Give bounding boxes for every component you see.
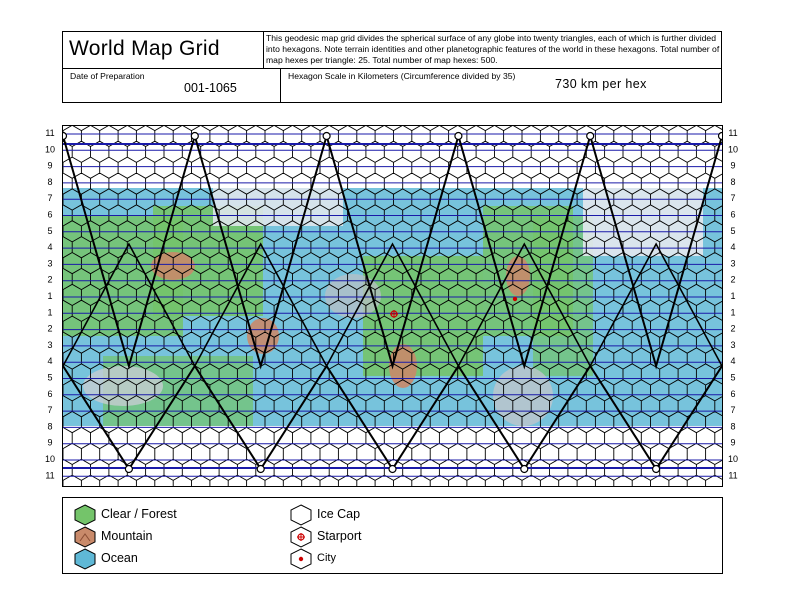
latitude-label-right: 4	[730, 356, 736, 367]
latitude-label-right: 2	[730, 274, 736, 285]
legend-label: Clear / Forest	[101, 507, 177, 521]
latitude-labels-left	[45, 128, 55, 480]
latitude-label-right: 8	[730, 421, 736, 432]
latitude-label-left: 9	[47, 437, 53, 448]
latitude-label-left: 3	[47, 258, 53, 269]
latitude-label-right: 6	[730, 209, 736, 220]
latitude-label-left: 7	[47, 193, 53, 204]
city-hex-icon	[289, 548, 313, 570]
ocean-hex-icon	[73, 548, 97, 570]
legend-panel	[62, 497, 723, 574]
latitude-label-right: 1	[730, 307, 736, 318]
latitude-label-right: 11	[728, 470, 738, 481]
date-value: 001-1065	[184, 81, 237, 95]
latitude-label-right: 5	[730, 372, 736, 383]
latitude-label-left: 6	[47, 209, 53, 220]
geodesic-map-svg[interactable]	[63, 126, 722, 486]
latitude-label-left: 10	[44, 454, 56, 464]
latitude-label-left: 4	[47, 242, 53, 253]
latitude-label-right: 8	[730, 176, 736, 187]
latitude-label-right: 9	[730, 160, 736, 171]
latitude-labels-right	[728, 128, 738, 480]
latitude-label-left: 1	[47, 291, 53, 301]
latitude-label-right: 6	[730, 388, 736, 399]
latitude-label-left: 6	[47, 388, 53, 399]
scale-value: 730 km per hex	[555, 77, 647, 91]
starport-hex-icon	[289, 526, 313, 548]
mountain-hex-icon	[73, 526, 97, 548]
latitude-label-left: 8	[47, 176, 53, 187]
latitude-label-right: 10	[727, 454, 739, 464]
latitude-label-left: 5	[47, 372, 53, 383]
latitude-label-right: 4	[730, 242, 736, 253]
header-top-row	[63, 32, 721, 69]
grid-description: This geodesic map grid divides the spherical surface of any globe into twenty triangles, each of which is further divided into hexagons. Note terrain identities and other planetographic features of the world in these hexagons. Total number of map hexes per triangle: 25. Total number of map hexes: 500.	[266, 33, 720, 65]
latitude-label-left: 4	[47, 356, 53, 367]
clear-forest-hex-icon	[73, 504, 97, 526]
latitude-label-right: 11	[728, 128, 738, 138]
legend-label: Ice Cap	[317, 507, 361, 521]
latitude-label-right: 3	[730, 339, 736, 350]
latitude-label-right: 1	[730, 291, 736, 301]
world-map[interactable]	[62, 125, 723, 487]
ice-cap-hex-icon	[289, 504, 313, 526]
latitude-label-right: 7	[730, 405, 736, 416]
latitude-label-left: 11	[45, 128, 55, 138]
latitude-label-right: 3	[730, 258, 736, 269]
latitude-label-left: 10	[44, 144, 56, 155]
legend-label: Ocean	[101, 551, 138, 565]
date-cell	[63, 68, 281, 103]
header-panel	[62, 31, 722, 103]
legend-label: Mountain	[101, 529, 153, 543]
latitude-label-left: 3	[47, 339, 53, 350]
latitude-label-left: 1	[47, 307, 53, 318]
latitude-label-right: 9	[730, 437, 736, 448]
latitude-label-left: 9	[47, 160, 53, 171]
latitude-label-left: 2	[47, 274, 53, 285]
legend-label: Starport	[317, 529, 362, 543]
latitude-label-right: 7	[730, 193, 736, 204]
latitude-label-left: 11	[45, 470, 55, 481]
latitude-label-left: 5	[47, 225, 53, 236]
latitude-label-right: 5	[730, 225, 736, 236]
latitude-label-left: 8	[47, 421, 53, 432]
latitude-label-right: 2	[730, 323, 736, 334]
legend-label: City	[317, 552, 336, 564]
latitude-label-left: 2	[47, 323, 53, 334]
latitude-label-right: 10	[727, 144, 739, 155]
city-dot-icon[interactable]	[513, 297, 517, 301]
latitude-label-left: 7	[47, 405, 53, 416]
date-label: Date of Preparation	[70, 71, 145, 81]
scale-label: Hexagon Scale in Kilometers (Circumference divided by 35)	[288, 71, 516, 81]
map-title: World Map Grid	[69, 37, 220, 60]
title-cell	[63, 32, 264, 68]
